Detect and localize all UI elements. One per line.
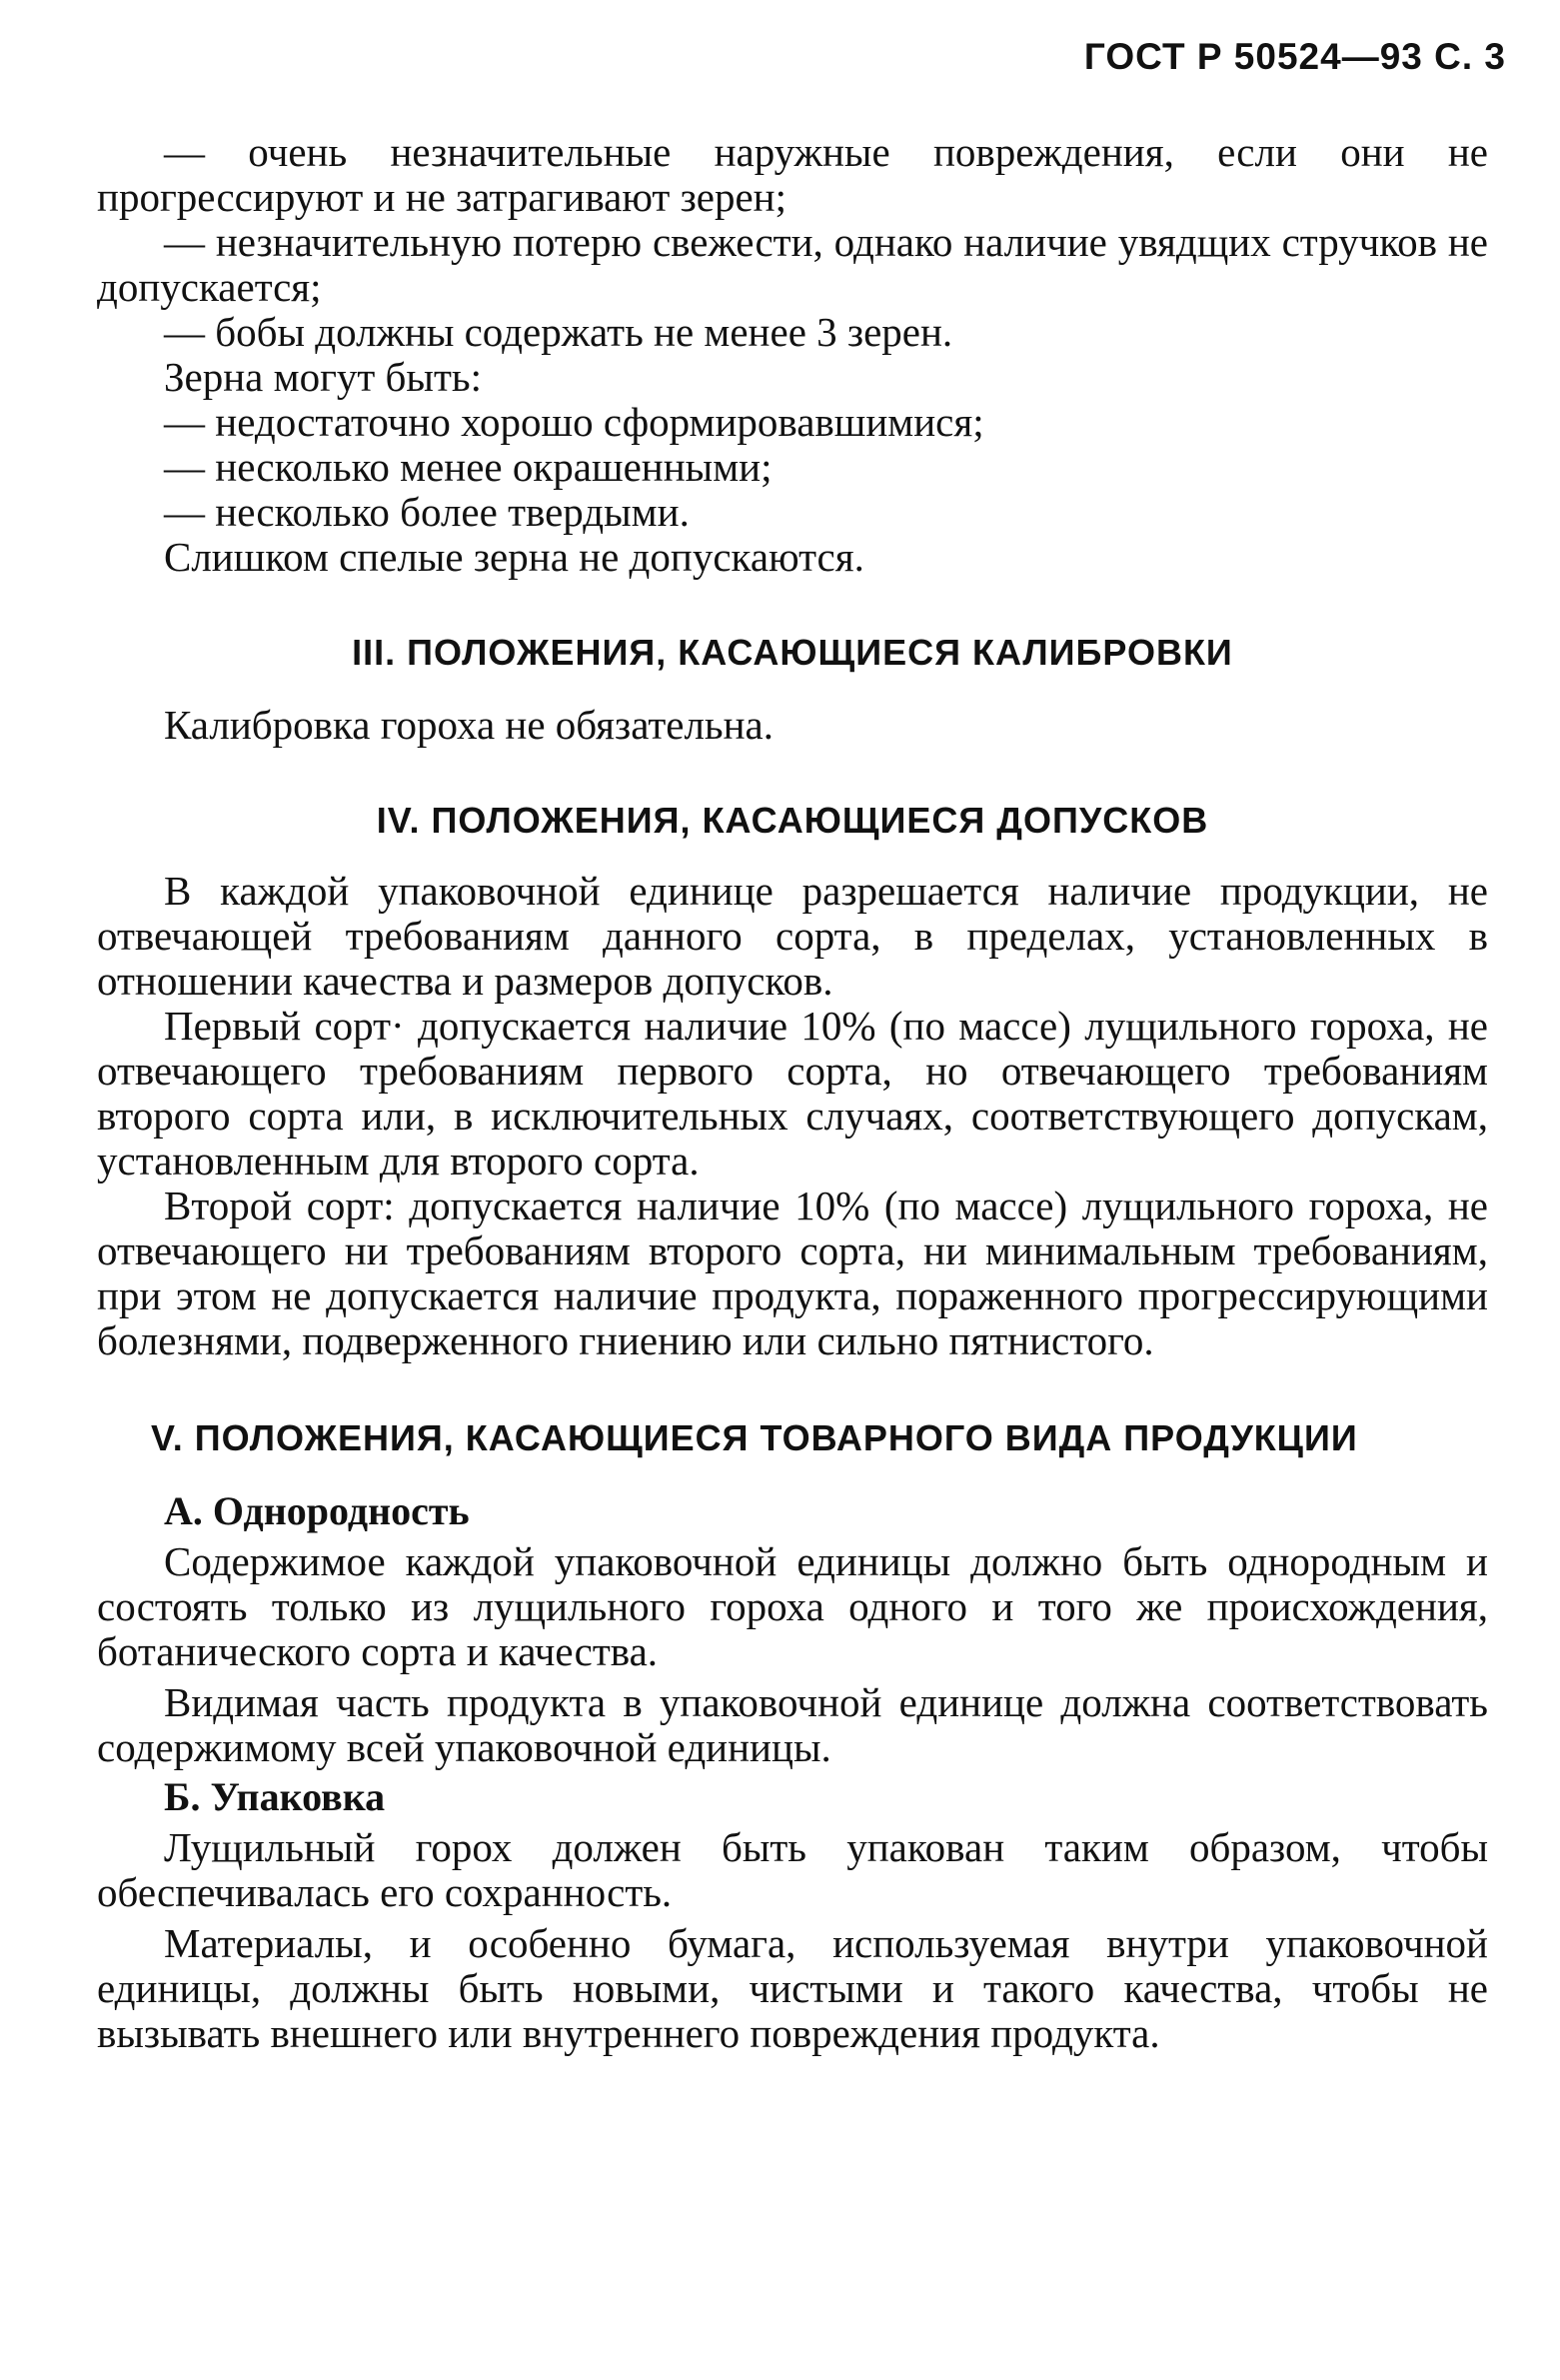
intro-item-1: — очень незначительные наружные повреждения, если они не прогрессируют и не затрагивают зерен;: [97, 129, 1488, 220]
section-3-text: Калибровка гороха не обязательна.: [164, 702, 774, 748]
page-body: [97, 130, 1488, 2056]
section-4-heading: IV. ПОЛОЖЕНИЯ, КАСАЮЩИЕСЯ ДОПУСКОВ: [376, 800, 1209, 841]
section-3-heading: III. ПОЛОЖЕНИЯ, КАСАЮЩИЕСЯ КАЛИБРОВКИ: [352, 632, 1233, 673]
grain-item-3: — несколько более твердыми.: [164, 489, 690, 535]
overripe-note: Слишком спелые зерна не допускаются.: [164, 534, 864, 580]
intro-item-3: — бобы должны содержать не менее 3 зерен.: [164, 309, 953, 355]
running-head: ГОСТ Р 50524—93 С. 3: [1083, 36, 1506, 77]
subsection-b-paragraph-2: Материалы, и особенно бумага, используемая внутри упаковочной единицы, должны быть новыми, чистыми и такого качества, чтобы не вызывать внешнего или внутреннего повреждения продукта.: [97, 1920, 1488, 2056]
subsection-b-heading: Б. Упаковка: [164, 1774, 386, 1819]
subsection-a-paragraph-2: Видимая часть продукта в упаковочной единице должна соответствовать содержимому всей упаковочной единицы.: [97, 1679, 1488, 1770]
subsection-a-paragraph-1: Содержимое каждой упаковочной единицы должно быть однородным и состоять только из лущильного гороха одного и того же происхождения, ботанического сорта и качества.: [97, 1538, 1488, 1674]
section-4-paragraph-1: В каждой упаковочной единице разрешается наличие продукции, не отвечающей требованиям данного сорта, в пределах, установленных в отношении качества и размеров допусков.: [97, 868, 1488, 1004]
grain-item-2: — несколько менее окрашенными;: [164, 444, 773, 490]
grains-lead: Зерна могут быть:: [164, 354, 482, 400]
section-4-paragraph-3: Второй сорт: допускается наличие 10% (по массе) лущильного гороха, не отвечающего ни требованиям второго сорта, ни минимальным требованиям, при этом не допускается наличие продукта, пораженного прогрессирующими болезнями, подверженного гниению или сильно пятнистого.: [97, 1183, 1488, 1363]
subsection-a-heading: А. Однородность: [164, 1488, 470, 1533]
section-4-paragraph-2: Первый сорт· допускается наличие 10% (по массе) лущильного гороха, не отвечающего требованиям первого сорта, но отвечающего требованиям второго сорта или, в исключительных случаях, соответствующего допускам, установленным для второго сорта.: [97, 1003, 1488, 1184]
grain-item-1: — недостаточно хорошо сформировавшимися;: [164, 399, 984, 445]
section-5-heading: V. ПОЛОЖЕНИЯ, КАСАЮЩИЕСЯ ТОВАРНОГО ВИДА ПРОДУКЦИИ: [151, 1417, 1358, 1458]
intro-item-2: — незначительную потерю свежести, однако наличие увядщих стручков не допускается;: [97, 219, 1488, 310]
subsection-b-paragraph-1: Лущильный горох должен быть упакован таким образом, чтобы обеспечивалась его сохранность.: [97, 1824, 1488, 1915]
